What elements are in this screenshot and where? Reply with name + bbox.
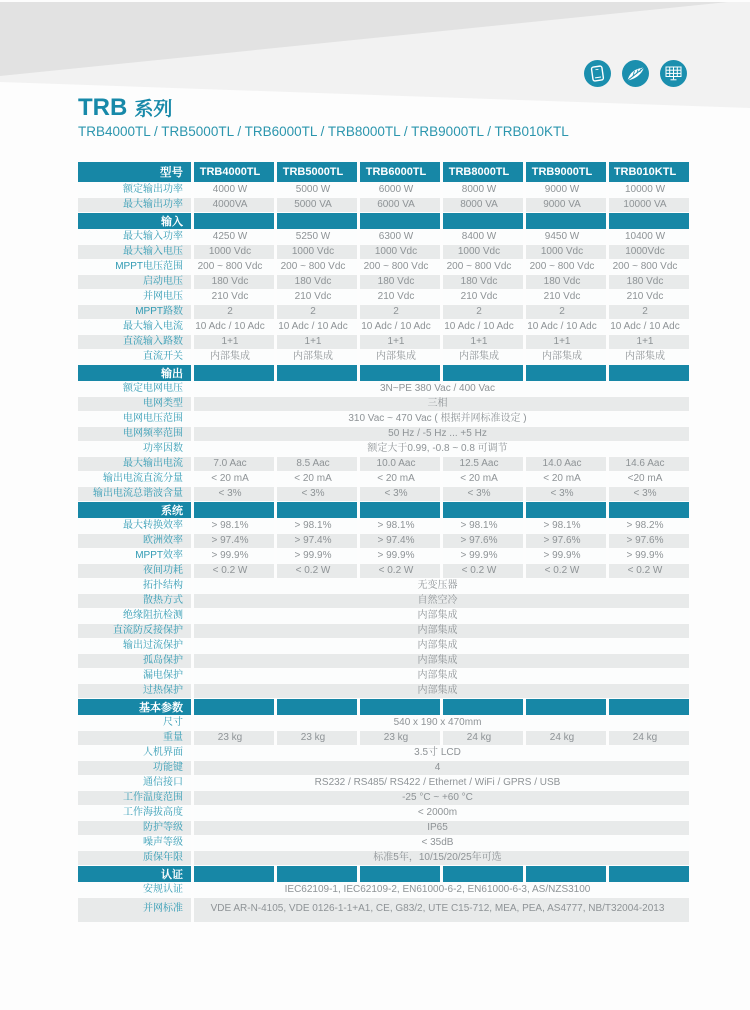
spec-value: 210 Vdc [194, 290, 274, 304]
spec-value: 2 [443, 305, 523, 319]
spec-row-label: 散热方式 [78, 594, 191, 608]
section-header-cell [526, 699, 606, 715]
spec-row [78, 320, 689, 334]
spec-row [78, 898, 689, 922]
section-header-cell [609, 213, 689, 229]
spec-value: < 3% [609, 487, 689, 501]
spec-row-label: 最大输出功率 [78, 198, 191, 212]
spec-value: < 0.2 W [526, 564, 606, 578]
section-header-cell [194, 699, 274, 715]
spec-value: 5000 W [277, 183, 357, 197]
spec-row-label: 最大输入电压 [78, 245, 191, 259]
spec-row [78, 519, 689, 533]
spec-row [78, 821, 689, 835]
spec-value: 1+1 [526, 335, 606, 349]
spec-value: < 20 mA [526, 472, 606, 486]
spec-row [78, 564, 689, 578]
spec-value-span: RS232 / RS485/ RS422 / Ethernet / WiFi / GPRS / USB [194, 776, 689, 790]
spec-row-label: 过热保护 [78, 684, 191, 698]
spec-value: 23 kg [277, 731, 357, 745]
spec-value-span: 50 Hz / -5 Hz ... +5 Hz [194, 427, 689, 441]
spec-value: > 97.4% [360, 534, 440, 548]
spec-value: 1+1 [194, 335, 274, 349]
spec-value-span: 内部集成 [194, 669, 689, 683]
spec-row [78, 275, 689, 289]
spec-value-span: 自然空冷 [194, 594, 689, 608]
spec-row [78, 245, 689, 259]
section-header-cell [443, 866, 523, 882]
spec-row [78, 198, 689, 212]
spec-value: > 98.1% [443, 519, 523, 533]
section-header-row [78, 213, 689, 229]
spec-value: 1000 Vdc [277, 245, 357, 259]
spec-value: 200 ~ 800 Vdc [526, 260, 606, 274]
section-header-cell [443, 502, 523, 518]
models-header-label: 型号 [78, 162, 191, 182]
spec-row [78, 335, 689, 349]
spec-value-span: 310 Vac ~ 470 Vac ( 根据并网标准设定 ) [194, 412, 689, 426]
section-title: 输出 [78, 365, 191, 381]
spec-row [78, 442, 689, 456]
section-header-cell [360, 502, 440, 518]
spec-row [78, 791, 689, 805]
spec-value: > 98.1% [360, 519, 440, 533]
spec-value: 23 kg [360, 731, 440, 745]
spec-row-label: 质保年限 [78, 851, 191, 865]
section-title: 基本参数 [78, 699, 191, 715]
spec-value: 1000Vdc [609, 245, 689, 259]
spec-value-span: 3.5寸 LCD [194, 746, 689, 760]
section-header-cell [194, 502, 274, 518]
section-header-cell [526, 213, 606, 229]
spec-row [78, 883, 689, 897]
section-header-cell [194, 213, 274, 229]
spec-value: 内部集成 [526, 350, 606, 364]
spec-value: 8.5 Aac [277, 457, 357, 471]
spec-value: 10000 VA [609, 198, 689, 212]
spec-value: 内部集成 [443, 350, 523, 364]
spec-value: > 97.6% [609, 534, 689, 548]
spec-row-label: 孤岛保护 [78, 654, 191, 668]
spec-value: 210 Vdc [360, 290, 440, 304]
spec-row [78, 382, 689, 396]
spec-row-label: 最大输出电流 [78, 457, 191, 471]
spec-row-label: 电网频率范围 [78, 427, 191, 441]
spec-value: 210 Vdc [443, 290, 523, 304]
section-header-cell [277, 365, 357, 381]
spec-row [78, 746, 689, 760]
spec-row [78, 427, 689, 441]
spec-value: 1+1 [443, 335, 523, 349]
spec-value: 1000 Vdc [194, 245, 274, 259]
spec-value: 内部集成 [194, 350, 274, 364]
spec-row [78, 549, 689, 563]
spec-value: < 0.2 W [360, 564, 440, 578]
feature-icons [584, 60, 687, 87]
spec-value-span: -25 °C ~ +60 °C [194, 791, 689, 805]
section-header-cell [360, 866, 440, 882]
spec-value: < 3% [526, 487, 606, 501]
spec-value-span: 内部集成 [194, 624, 689, 638]
spec-value: 210 Vdc [277, 290, 357, 304]
spec-value: > 99.9% [194, 549, 274, 563]
model-name: TRB8000TL [443, 162, 523, 182]
spec-value: 内部集成 [277, 350, 357, 364]
spec-value: 6000 VA [360, 198, 440, 212]
spec-value: 8400 W [443, 230, 523, 244]
spec-value-span: 540 x 190 x 470mm [194, 716, 689, 730]
spec-row-label: 启动电压 [78, 275, 191, 289]
solar-panel-icon [660, 60, 687, 87]
model-name: TRB5000TL [277, 162, 357, 182]
spec-row-label: 最大输入功率 [78, 230, 191, 244]
spec-value: 6000 W [360, 183, 440, 197]
spec-value: 12.5 Aac [443, 457, 523, 471]
section-header-row [78, 866, 689, 882]
spec-value: 10 Adc / 10 Adc [443, 320, 523, 334]
spec-row [78, 609, 689, 623]
spec-table [75, 161, 692, 923]
spec-row-label: 输出电流直流分量 [78, 472, 191, 486]
spec-value: 10000 W [609, 183, 689, 197]
section-title: 输入 [78, 213, 191, 229]
spec-value: 200 ~ 800 Vdc [194, 260, 274, 274]
spec-value: 8000 VA [443, 198, 523, 212]
spec-value: < 0.2 W [194, 564, 274, 578]
spec-row [78, 305, 689, 319]
spec-value: 4000 W [194, 183, 274, 197]
section-header-cell [277, 502, 357, 518]
section-header-cell [526, 365, 606, 381]
spec-value-span: < 2000m [194, 806, 689, 820]
spec-value: < 20 mA [443, 472, 523, 486]
section-header-row [78, 365, 689, 381]
spec-row [78, 487, 689, 501]
spec-row-label: 拓扑结构 [78, 579, 191, 593]
spec-value-span: 内部集成 [194, 654, 689, 668]
spec-value-span: 3N~PE 380 Vac / 400 Vac [194, 382, 689, 396]
spec-value: 5000 VA [277, 198, 357, 212]
spec-row-label: 并网电压 [78, 290, 191, 304]
section-header-cell [609, 502, 689, 518]
spec-row-label: 漏电保护 [78, 669, 191, 683]
section-header-row [78, 699, 689, 715]
section-header-cell [194, 866, 274, 882]
spec-row-label: 直流开关 [78, 350, 191, 364]
spec-value: > 99.9% [360, 549, 440, 563]
spec-row [78, 594, 689, 608]
page-title [78, 94, 172, 122]
spec-row-label: 人机界面 [78, 746, 191, 760]
spec-value: 8000 W [443, 183, 523, 197]
spec-row [78, 412, 689, 426]
section-title: 认证 [78, 866, 191, 882]
spec-row [78, 624, 689, 638]
spec-value: 23 kg [194, 731, 274, 745]
spec-row-label: 额定输出功率 [78, 183, 191, 197]
spec-value: 10 Adc / 10 Adc [609, 320, 689, 334]
spec-value: < 20 mA [360, 472, 440, 486]
spec-row-label: 工作温度范围 [78, 791, 191, 805]
spec-value: < 0.2 W [443, 564, 523, 578]
spec-row-label: 功率因数 [78, 442, 191, 456]
spec-row-label: 直流防反接保护 [78, 624, 191, 638]
spec-value-span: VDE AR-N-4105, VDE 0126-1-1+A1, CE, G83/2, UTE C15-712, MEA, PEA, AS4777, NB/T32004-2013 [194, 898, 689, 922]
model-name: TRB9000TL [526, 162, 606, 182]
spec-value: > 98.1% [194, 519, 274, 533]
spec-value: 10400 W [609, 230, 689, 244]
spec-value: 2 [526, 305, 606, 319]
spec-row [78, 397, 689, 411]
series-name: TRB [78, 94, 128, 121]
spec-value: 24 kg [526, 731, 606, 745]
spec-value: 6300 W [360, 230, 440, 244]
spec-row [78, 716, 689, 730]
section-header-cell [609, 699, 689, 715]
spec-value: > 99.9% [277, 549, 357, 563]
section-header-cell [277, 699, 357, 715]
spec-value: 5250 W [277, 230, 357, 244]
spec-row-label: 电网电压范围 [78, 412, 191, 426]
spec-row [78, 806, 689, 820]
section-header-cell [526, 866, 606, 882]
spec-row [78, 684, 689, 698]
spec-value: 14.0 Aac [526, 457, 606, 471]
spec-value: 24 kg [443, 731, 523, 745]
spec-row-label: 欧洲效率 [78, 534, 191, 548]
spec-value: 200 ~ 800 Vdc [609, 260, 689, 274]
spec-value: > 97.6% [443, 534, 523, 548]
spec-row-label: 重量 [78, 731, 191, 745]
spec-value-span: 内部集成 [194, 639, 689, 653]
spec-value: 1+1 [277, 335, 357, 349]
spec-row-label: 电网类型 [78, 397, 191, 411]
spec-row [78, 350, 689, 364]
spec-row-label: 夜间功耗 [78, 564, 191, 578]
spec-value: 180 Vdc [194, 275, 274, 289]
spec-value: 200 ~ 800 Vdc [443, 260, 523, 274]
spec-value: 180 Vdc [526, 275, 606, 289]
spec-value: 1000 Vdc [360, 245, 440, 259]
models-header-row [78, 162, 689, 182]
spec-row [78, 836, 689, 850]
section-header-cell [360, 699, 440, 715]
spec-value: 200 ~ 800 Vdc [360, 260, 440, 274]
section-header-cell [443, 365, 523, 381]
spec-value: < 20 mA [277, 472, 357, 486]
spec-value-span: 内部集成 [194, 609, 689, 623]
spec-row [78, 183, 689, 197]
spec-value: > 98.1% [277, 519, 357, 533]
spec-row-label: 直流输入路数 [78, 335, 191, 349]
spec-value: > 99.9% [526, 549, 606, 563]
spec-value: 1+1 [609, 335, 689, 349]
spec-row [78, 579, 689, 593]
section-header-cell [526, 502, 606, 518]
spec-row-label: 防护等级 [78, 821, 191, 835]
spec-row [78, 457, 689, 471]
spec-value-span: 标准5年，10/15/20/25年可选 [194, 851, 689, 865]
spec-value: > 99.9% [443, 549, 523, 563]
spec-value: 9450 W [526, 230, 606, 244]
spec-value: 1+1 [360, 335, 440, 349]
spec-row [78, 260, 689, 274]
spec-value: > 98.2% [609, 519, 689, 533]
spec-value: < 3% [360, 487, 440, 501]
spec-value: > 97.4% [194, 534, 274, 548]
spec-row-label: 噪声等级 [78, 836, 191, 850]
spec-value: > 99.9% [609, 549, 689, 563]
spec-value: 7.0 Aac [194, 457, 274, 471]
spec-value: 10 Adc / 10 Adc [360, 320, 440, 334]
spec-row-label: 安规认证 [78, 883, 191, 897]
spec-value: 10.0 Aac [360, 457, 440, 471]
spec-value: 2 [609, 305, 689, 319]
spec-value: 9000 VA [526, 198, 606, 212]
spec-value: < 0.2 W [277, 564, 357, 578]
leaf-icon [622, 60, 649, 87]
spec-row-label: 最大输入电流 [78, 320, 191, 334]
spec-row [78, 230, 689, 244]
spec-value: 10 Adc / 10 Adc [277, 320, 357, 334]
spec-value-span: 三相 [194, 397, 689, 411]
spec-value: 180 Vdc [277, 275, 357, 289]
spec-row-label: 通信接口 [78, 776, 191, 790]
section-title: 系统 [78, 502, 191, 518]
section-header-cell [277, 213, 357, 229]
spec-row-label: 尺寸 [78, 716, 191, 730]
section-header-cell [194, 365, 274, 381]
spec-value: 180 Vdc [360, 275, 440, 289]
section-header-row [78, 502, 689, 518]
spec-value: 内部集成 [609, 350, 689, 364]
spec-row-label: 工作海拔高度 [78, 806, 191, 820]
spec-value: 180 Vdc [443, 275, 523, 289]
spec-row-label: MPPT路数 [78, 305, 191, 319]
spec-row [78, 290, 689, 304]
spec-value: 内部集成 [360, 350, 440, 364]
section-header-cell [443, 699, 523, 715]
section-header-cell [609, 365, 689, 381]
model-name: TRB4000TL [194, 162, 274, 182]
spec-row-label: 输出电流总谐波含量 [78, 487, 191, 501]
section-header-cell [360, 213, 440, 229]
spec-row-label: 并网标准 [78, 898, 191, 922]
spec-value: 2 [360, 305, 440, 319]
spec-row [78, 731, 689, 745]
spec-row [78, 472, 689, 486]
spec-value: 2 [194, 305, 274, 319]
spec-value: 200 ~ 800 Vdc [277, 260, 357, 274]
spec-value: 210 Vdc [526, 290, 606, 304]
spec-value-span: < 35dB [194, 836, 689, 850]
section-header-cell [609, 866, 689, 882]
model-name: TRB010KTL [609, 162, 689, 182]
spec-value-span: 内部集成 [194, 684, 689, 698]
spec-value: 14.6 Aac [609, 457, 689, 471]
spec-value: 1000 Vdc [526, 245, 606, 259]
spec-row-label: MPPT效率 [78, 549, 191, 563]
spec-row-label: 绝缘阻抗检测 [78, 609, 191, 623]
spec-value-span: IEC62109-1, IEC62109-2, EN61000-6-2, EN61000-6-3, AS/NZS3100 [194, 883, 689, 897]
spec-value: 210 Vdc [609, 290, 689, 304]
section-header-cell [360, 365, 440, 381]
spec-value: < 20 mA [194, 472, 274, 486]
spec-value-span: 无变压器 [194, 579, 689, 593]
model-list: TRB4000TL / TRB5000TL / TRB6000TL / TRB8000TL / TRB9000TL / TRB010KTL [78, 124, 569, 139]
spec-row-label: 额定电网电压 [78, 382, 191, 396]
spec-value: < 3% [443, 487, 523, 501]
spec-value: 10 Adc / 10 Adc [526, 320, 606, 334]
spec-row-label: 输出过流保护 [78, 639, 191, 653]
spec-value-span: 额定大于0.99, -0.8 ~ 0.8 可调节 [194, 442, 689, 456]
spec-value: < 3% [194, 487, 274, 501]
spec-value: < 0.2 W [609, 564, 689, 578]
spec-value: 24 kg [609, 731, 689, 745]
spec-value: 2 [277, 305, 357, 319]
spec-value: 4000VA [194, 198, 274, 212]
inverter-icon [584, 60, 611, 87]
spec-row [78, 776, 689, 790]
spec-value: 180 Vdc [609, 275, 689, 289]
section-header-cell [443, 213, 523, 229]
spec-row [78, 669, 689, 683]
spec-row [78, 639, 689, 653]
model-name: TRB6000TL [360, 162, 440, 182]
spec-value: 4250 W [194, 230, 274, 244]
spec-value: 9000 W [526, 183, 606, 197]
spec-value-span: 4 [194, 761, 689, 775]
section-header-cell [277, 866, 357, 882]
spec-value: < 3% [277, 487, 357, 501]
spec-row-label: 最大转换效率 [78, 519, 191, 533]
spec-row [78, 654, 689, 668]
spec-value: 1000 Vdc [443, 245, 523, 259]
spec-value-span: IP65 [194, 821, 689, 835]
spec-value: <20 mA [609, 472, 689, 486]
spec-row [78, 761, 689, 775]
series-suffix: 系列 [134, 99, 173, 120]
spec-value: > 97.4% [277, 534, 357, 548]
spec-row-label: MPPT电压范围 [78, 260, 191, 274]
spec-row [78, 534, 689, 548]
spec-value: > 97.6% [526, 534, 606, 548]
spec-row [78, 851, 689, 865]
spec-row-label: 功能键 [78, 761, 191, 775]
spec-value: 10 Adc / 10 Adc [194, 320, 274, 334]
spec-value: > 98.1% [526, 519, 606, 533]
